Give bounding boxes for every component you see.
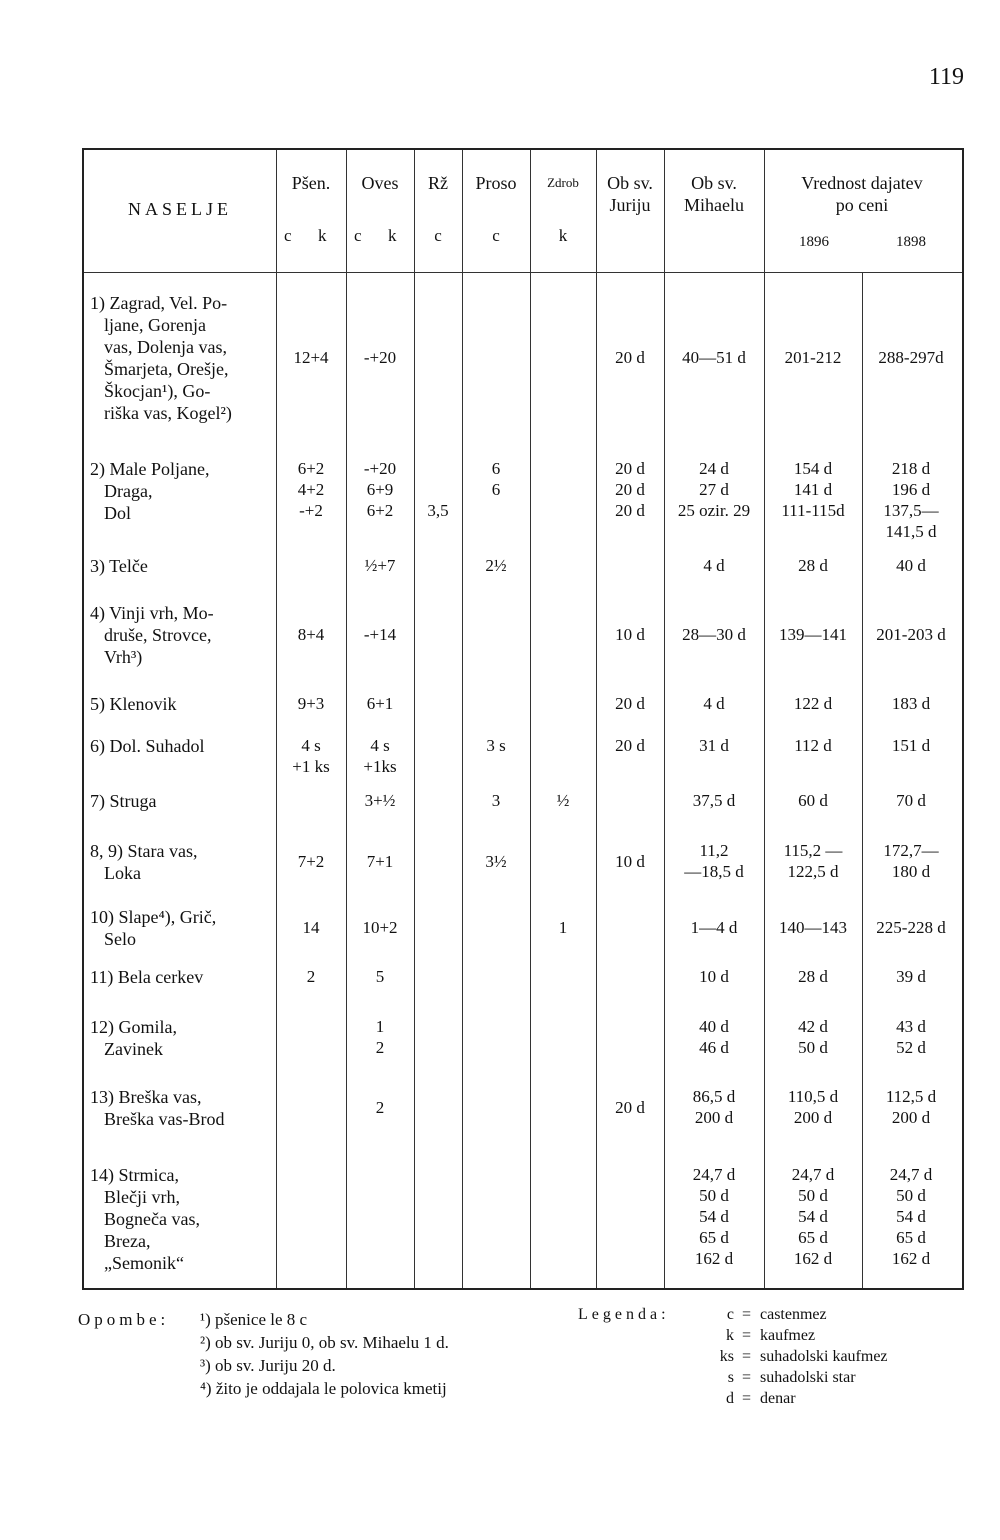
cell-v1898 (862, 966, 960, 987)
row-name-line: 2) Male Poljane, (90, 459, 210, 479)
cell-value: 218 d (891, 459, 931, 478)
legend-label: Legenda: (578, 1306, 670, 1323)
cell-value: 1—4 d (690, 918, 738, 937)
cell-v1898 (862, 917, 960, 938)
cell-value: 37,5 d (692, 791, 736, 810)
cell-value: 24,7 d (692, 1165, 736, 1184)
cell-proso (462, 735, 530, 756)
cell-v1896 (764, 735, 862, 756)
row-name-line: Blečji vrh, (104, 1187, 180, 1207)
cell-psen (276, 735, 346, 777)
cell-value: 200 d (694, 1108, 734, 1127)
sub-oves-k: k (388, 226, 397, 245)
cell-value: 65 d (699, 1228, 729, 1247)
row-name (90, 1086, 280, 1130)
cell-value: +1ks (363, 757, 397, 776)
cell-psen (276, 458, 346, 521)
cell-value: 122 d (793, 694, 833, 713)
cell-value: 24,7 d (791, 1165, 835, 1184)
cell-value: 3½ (485, 852, 507, 871)
row-name-line: Škocjan¹), Go- (104, 381, 211, 401)
cell-value: 162 d (793, 1249, 833, 1268)
row-name-line: Vrh³) (104, 647, 143, 667)
cell-value: 2 (306, 967, 316, 986)
row-name (90, 602, 280, 668)
cell-oves (346, 1016, 414, 1058)
cell-v1898 (862, 555, 960, 576)
cell-value: 4+2 (297, 480, 325, 499)
cell-value: 3 s (486, 736, 506, 755)
cell-oves (346, 1097, 414, 1118)
cell-value: 7+1 (366, 852, 394, 871)
cell-value: 154 d (793, 459, 833, 478)
cell-v1896 (764, 693, 862, 714)
cell-value: 10 d (615, 625, 645, 644)
cell-psen (276, 966, 346, 987)
cell-value: 151 d (891, 736, 931, 755)
header-psen: Pšen. (291, 173, 331, 193)
cell-v1896 (764, 840, 862, 882)
sub-year-1898: 1898 (896, 234, 926, 250)
cell-value: —18,5 d (684, 862, 744, 881)
cell-value: -+14 (363, 625, 397, 644)
cell-zdrob (530, 917, 596, 938)
cell-value: 4 d (703, 694, 725, 713)
cell-v1896 (764, 917, 862, 938)
cell-proso (462, 851, 530, 872)
row-name-line: Draga, (104, 481, 153, 501)
cell-value: 112 d (794, 736, 832, 755)
cell-value: 20 d (615, 348, 645, 367)
cell-psen (276, 624, 346, 645)
cell-value: 4 s (301, 736, 321, 755)
cell-mihael (664, 735, 764, 756)
row-name-line: 13) Breška vas, (90, 1087, 202, 1107)
cell-value: 201-203 d (876, 625, 946, 644)
cell-zdrob (530, 790, 596, 811)
header-rz: Rž (428, 173, 448, 193)
cell-value: -+20 (363, 459, 397, 478)
cell-v1896 (764, 1086, 862, 1128)
row-name (90, 966, 280, 988)
cell-rz (414, 458, 462, 521)
cell-value: 70 d (896, 791, 926, 810)
cell-v1896 (764, 790, 862, 811)
header-ob-juriju: Ob sv. Juriju (607, 173, 653, 215)
cell-oves (346, 693, 414, 714)
sub-year-1896: 1896 (799, 234, 829, 250)
cell-value: 27 d (699, 480, 729, 499)
cell-mihael (664, 693, 764, 714)
cell-value: 10 d (615, 852, 645, 871)
cell-value: 6+2 (366, 501, 394, 520)
cell-value: 183 d (891, 694, 931, 713)
cell-v1898 (862, 735, 960, 756)
column-divider (530, 150, 531, 1288)
cell-proso (462, 458, 530, 521)
row-name-line: 3) Telče (90, 556, 148, 576)
cell-value: 288-297d (878, 348, 944, 367)
cell-psen (276, 917, 346, 938)
cell-value: 111-115d (781, 501, 845, 520)
header-zdrob: Zdrob (547, 175, 579, 190)
row-name (90, 735, 280, 757)
cell-value: 200 d (891, 1108, 931, 1127)
cell-v1898 (862, 693, 960, 714)
row-name (90, 906, 280, 950)
cell-proso (462, 790, 530, 811)
row-name-line: 14) Strmica, (90, 1165, 179, 1185)
cell-v1896 (764, 347, 862, 368)
cell-mihael (664, 624, 764, 645)
header-rule (84, 272, 962, 273)
row-name-line: 4) Vinji vrh, Mo- (90, 603, 214, 623)
cell-value: 54 d (699, 1207, 729, 1226)
cell-value: +1 ks (292, 757, 330, 776)
cell-v1896 (764, 458, 862, 521)
cell-value: 50 d (699, 1186, 729, 1205)
cell-mihael (664, 966, 764, 987)
cell-value: 201-212 (784, 348, 842, 367)
cell-jurij (596, 735, 664, 756)
cell-value: 12+4 (293, 348, 329, 367)
cell-mihael (664, 555, 764, 576)
row-name-line: 5) Klenovik (90, 694, 177, 714)
header-vrednost: Vrednost dajatev po ceni (801, 173, 923, 215)
cell-value: 20 d (615, 1098, 645, 1117)
row-name (90, 790, 280, 812)
cell-value: 43 d (896, 1017, 926, 1036)
row-name (90, 693, 280, 715)
cell-value: 122,5 d (787, 862, 839, 881)
row-name-line: Bogneča vas, (104, 1209, 200, 1229)
cell-value: 6+9 (366, 480, 394, 499)
cell-value: 24 d (699, 459, 729, 478)
cell-value: 52 d (896, 1038, 926, 1057)
cell-value: 4 d (703, 556, 725, 575)
cell-value: 139—141 (779, 625, 847, 644)
column-divider (414, 150, 415, 1288)
cell-value: 141 d (793, 480, 833, 499)
cell-v1896 (764, 1016, 862, 1058)
cell-value: 28—30 d (682, 625, 746, 644)
row-name-line: Breza, (104, 1231, 151, 1251)
cell-value: 6+1 (366, 694, 394, 713)
cell-value: ½+7 (364, 556, 396, 575)
cell-value: 1 (375, 1017, 385, 1036)
cell-value: 40 d (896, 556, 926, 575)
cell-mihael (664, 458, 764, 521)
cell-v1896 (764, 966, 862, 987)
cell-value: 50 d (896, 1186, 926, 1205)
cell-mihael (664, 347, 764, 368)
header-proso: Proso (475, 173, 517, 193)
cell-mihael (664, 1164, 764, 1269)
row-name (90, 292, 280, 424)
cell-value: 20 d (615, 501, 645, 520)
cell-value: 196 d (891, 480, 931, 499)
cell-value: 7+2 (297, 852, 325, 871)
row-name-line: druše, Strovce, (104, 625, 212, 645)
cell-jurij (596, 1097, 664, 1118)
row-name-line: 11) Bela cerkev (90, 967, 204, 987)
cell-v1898 (862, 790, 960, 811)
cell-value: 137,5— (883, 501, 939, 520)
column-divider (862, 272, 863, 1288)
row-name-line: Zavinek (104, 1039, 163, 1059)
cell-value: 25 ozir. 29 (677, 501, 751, 520)
cell-value: 20 d (615, 459, 645, 478)
cell-oves (346, 966, 414, 987)
cell-jurij (596, 693, 664, 714)
row-name (90, 1016, 280, 1060)
cell-value: 8+4 (297, 625, 325, 644)
cell-value: 39 d (896, 967, 926, 986)
row-name-line: Šmarjeta, Orešje, (104, 359, 229, 379)
cell-oves (346, 347, 414, 368)
sub-psen-k: k (318, 226, 327, 245)
cell-v1898 (862, 458, 960, 542)
cell-value (414, 458, 462, 479)
cell-oves (346, 917, 414, 938)
cell-mihael (664, 1016, 764, 1058)
header-naselje: NASELJE (128, 199, 232, 219)
cell-value: 50 d (798, 1038, 828, 1057)
cell-value: 162 d (891, 1249, 931, 1268)
cell-value: 140—143 (779, 918, 847, 937)
row-name-line: 1) Zagrad, Vel. Po- (90, 293, 228, 313)
cell-value: -+2 (299, 501, 323, 520)
cell-value: 54 d (896, 1207, 926, 1226)
cell-value: 20 d (615, 480, 645, 499)
cell-value: 4 s (370, 736, 390, 755)
cell-value: -+20 (363, 348, 397, 367)
cell-value: 225-228 d (876, 918, 946, 937)
cell-value: 6+2 (297, 459, 325, 478)
cell-mihael (664, 790, 764, 811)
note-item: ²) ob sv. Juriju 0, ob sv. Mihaelu 1 d. (200, 1333, 449, 1352)
cell-jurij (596, 624, 664, 645)
column-divider (462, 150, 463, 1288)
cell-oves (346, 555, 414, 576)
cell-value: 180 d (891, 862, 931, 881)
cell-jurij (596, 347, 664, 368)
row-name (90, 555, 280, 577)
sub-zdrob-k: k (558, 226, 568, 245)
row-name-line: Loka (104, 863, 141, 883)
cell-mihael (664, 1086, 764, 1128)
cell-v1898 (862, 840, 960, 882)
header-ob-mihaelu: Ob sv. Mihaelu (684, 173, 744, 215)
legend: Legenda: c = castenmez k = kaufmez ks = suhadolski kaufmez s = suhadolski star d = denar (578, 1306, 888, 1407)
page-number: 119 (928, 64, 964, 90)
cell-v1898 (862, 1086, 960, 1128)
cell-value: 24,7 d (889, 1165, 933, 1184)
cell-v1898 (862, 347, 960, 368)
cell-value: 2 (375, 1038, 385, 1057)
row-name-line: ljane, Gorenja (104, 315, 206, 335)
cell-value: 60 d (798, 791, 828, 810)
header-oves: Oves (361, 173, 399, 193)
cell-value: 31 d (699, 736, 729, 755)
cell-value: 3 (491, 791, 501, 810)
cell-value: 65 d (798, 1228, 828, 1247)
cell-value: 1 (558, 918, 568, 937)
cell-oves (346, 458, 414, 521)
cell-value: 42 d (798, 1017, 828, 1036)
row-name-line: 12) Gomila, (90, 1017, 177, 1037)
cell-psen (276, 347, 346, 368)
cell-v1896 (764, 1164, 862, 1269)
cell-value: 112,5 d (885, 1087, 937, 1106)
cell-value: 115,2 — (783, 841, 843, 860)
cell-v1896 (764, 555, 862, 576)
cell-value: 3+½ (364, 791, 396, 810)
sub-proso-c: c (492, 226, 500, 245)
cell-v1898 (862, 1164, 960, 1269)
row-name-line: 7) Struga (90, 791, 157, 811)
cell-value: 54 d (798, 1207, 828, 1226)
cell-value: 11,2 (699, 841, 729, 860)
cell-value: 28 d (798, 967, 828, 986)
cell-value (462, 500, 530, 521)
cell-v1896 (764, 624, 862, 645)
cell-value: 20 d (615, 736, 645, 755)
cell-value: 141,5 d (885, 522, 937, 541)
cell-value: 46 d (699, 1038, 729, 1057)
row-name-line: Dol (104, 503, 131, 523)
cell-oves (346, 624, 414, 645)
cell-value: 28 d (798, 556, 828, 575)
cell-value: 110,5 d (787, 1087, 839, 1106)
notes-label: Opombe: (78, 1310, 170, 1329)
cell-value: 65 d (896, 1228, 926, 1247)
row-name-line: Breška vas-Brod (104, 1109, 225, 1129)
row-name-line: „Semonik“ (104, 1253, 184, 1273)
cell-proso (462, 555, 530, 576)
cell-value: 162 d (694, 1249, 734, 1268)
row-name-line: 8, 9) Stara vas, (90, 841, 198, 861)
sub-psen-c: c (284, 226, 292, 245)
cell-value: 40—51 d (682, 348, 746, 367)
row-name (90, 458, 280, 524)
note-item: ¹) pšenice le 8 c (200, 1310, 308, 1329)
row-name-line: riška vas, Kogel²) (104, 403, 232, 423)
cell-value: 86,5 d (692, 1087, 736, 1106)
cell-value: ½ (556, 791, 570, 810)
cell-jurij (596, 851, 664, 872)
cell-value: 2 (375, 1098, 385, 1117)
row-name-line: 6) Dol. Suhadol (90, 736, 205, 756)
cell-value: 3,5 (427, 501, 449, 520)
cell-psen (276, 693, 346, 714)
cell-mihael (664, 840, 764, 882)
cell-value: 172,7— (883, 841, 939, 860)
cell-value: 5 (375, 967, 385, 986)
cell-value: 6 (491, 459, 501, 478)
cell-value (414, 479, 462, 500)
cell-mihael (664, 917, 764, 938)
row-name (90, 840, 280, 884)
cell-value: 2½ (485, 556, 507, 575)
note-item: ³) ob sv. Juriju 20 d. (200, 1356, 336, 1375)
cell-oves (346, 790, 414, 811)
cell-value: 14 (302, 918, 320, 937)
cell-value: 10 d (699, 967, 729, 986)
cell-psen (276, 851, 346, 872)
cell-value: 20 d (615, 694, 645, 713)
note-item: ⁴) žito je oddajala le polovica kmetij (200, 1379, 447, 1398)
sub-oves-c: c (354, 226, 362, 245)
sub-rz-c: c (434, 226, 442, 245)
cell-oves (346, 735, 414, 777)
dues-table (82, 148, 964, 1290)
cell-value: 6 (491, 480, 501, 499)
row-name (90, 1164, 280, 1274)
cell-v1898 (862, 1016, 960, 1058)
row-name-line: Selo (104, 929, 137, 949)
row-name-line: vas, Dolenja vas, (104, 337, 227, 357)
notes (78, 1308, 449, 1398)
cell-oves (346, 851, 414, 872)
cell-jurij (596, 458, 664, 521)
cell-v1898 (862, 624, 960, 645)
cell-value: 10+2 (362, 918, 398, 937)
cell-value: 200 d (793, 1108, 833, 1127)
row-name-line: 10) Slape⁴), Grič, (90, 907, 217, 927)
cell-value: 50 d (798, 1186, 828, 1205)
cell-value: 9+3 (297, 694, 325, 713)
cell-value: 40 d (699, 1017, 729, 1036)
